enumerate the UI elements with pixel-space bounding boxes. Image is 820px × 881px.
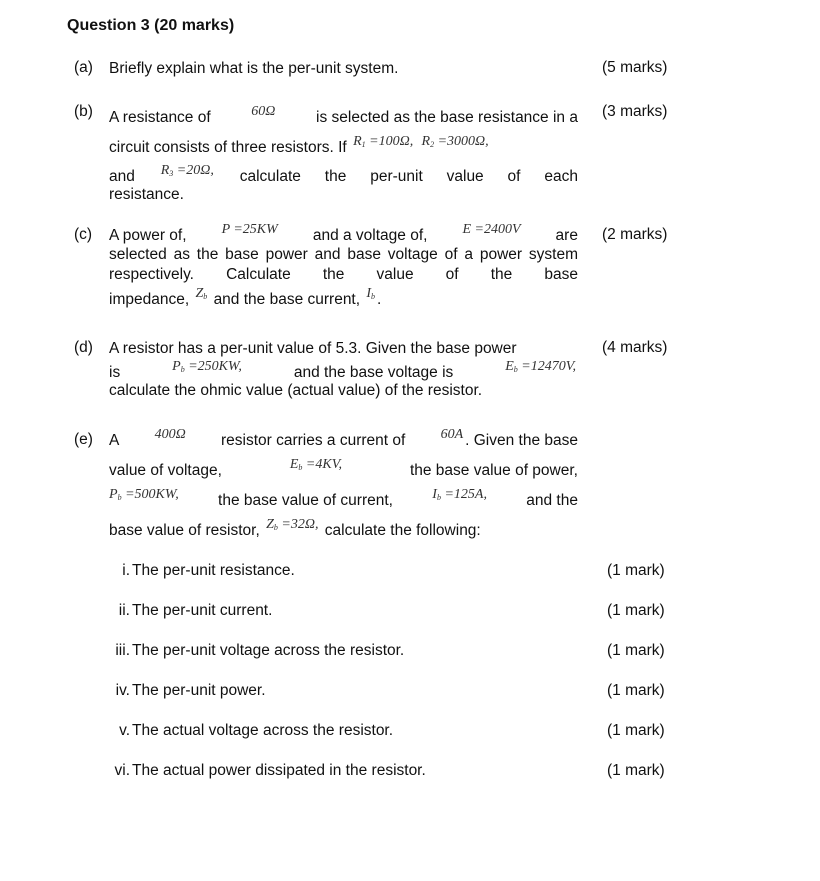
e-ib-math: $I_b =125A$, — [432, 487, 487, 502]
part-d-label: (d) — [74, 339, 93, 356]
r2-math: $R_2 =3000\Omega$, — [421, 134, 489, 149]
part-c-marks: (2 marks) — [602, 226, 668, 243]
r3-math: $R_3 =20\Omega$, — [160, 163, 214, 178]
pb-math: $P_b =250KW$, — [172, 359, 242, 374]
part-d-text: A resistor has a per-unit value of 5.3. Given the base power is $P_b =250KW$, and the base voltage is $E_b =12470V$, calculate the ohmic value (actual value) of the resistor. — [109, 340, 576, 399]
e-pb-math: $P_b =500KW$, — [109, 487, 179, 502]
part-c-label: (c) — [74, 226, 93, 243]
power-math: P =25KW — [221, 222, 278, 237]
e-zb-math: $Z_b =32\Omega$, — [266, 517, 319, 532]
part-a-label: (a) — [74, 59, 93, 76]
part-b-text: A resistance of 60Ω is selected as the base resistance in a circuit consists of three resistors. If $R_1 =100\Omega$, $R_2 =3000\Omega$, and $R_3 =20\Omega$, calculate the per-unit value of each resistance. — [109, 103, 578, 205]
part-d-marks: (4 marks) — [602, 339, 668, 356]
part-e-text: A 400Ω resistor carries a current of 60A . Given the base value of voltage, $E_b =4KV$, the base value of power, $P_b =500KW$, the base value of current, $I_b =125A$, and the base value of resistor, $Z_b =32\Omega$, calculate the following: — [109, 426, 578, 546]
resistor-math: 400Ω — [154, 427, 186, 442]
part-e-label: (e) — [74, 431, 93, 448]
e-eb-math: $E_b =4KV$, — [289, 457, 342, 472]
part-b-label: (b) — [74, 103, 93, 120]
part-b-marks: (3 marks) — [602, 103, 668, 120]
r1-math: $R_1 =100\Omega$, — [353, 134, 414, 149]
ib-math: $I_b$ — [366, 286, 376, 301]
part-a-text: Briefly explain what is the per-unit system. — [109, 60, 399, 77]
eb-math: $E_b =12470V$, — [505, 359, 576, 374]
zb-math: $Z_b$ — [195, 286, 208, 301]
part-a-marks: (5 marks) — [602, 59, 668, 76]
base-resistance-math: 60Ω — [251, 104, 276, 119]
voltage-math: E =2400V — [462, 222, 521, 237]
current-math: 60A — [440, 427, 464, 442]
part-c-text: A power of, P =25KW and a voltage of, E =2400V are selected as the base power and base voltage of a power system respectively. Calculate the value of the base impedance, $Z_b$ and the base current, $I_b$ . — [109, 223, 578, 315]
question-title: Question 3 (20 marks) — [67, 17, 235, 34]
